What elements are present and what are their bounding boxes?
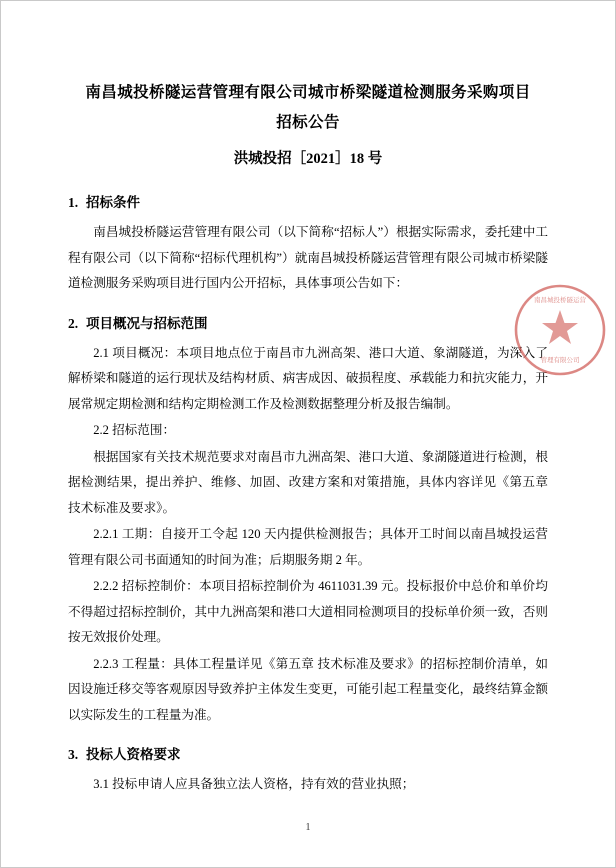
section-2-paragraph-2: 2.2 招标范围： [93, 423, 176, 437]
section-heading-1 [68, 190, 548, 216]
section-title-2: 项目概况与招标范围 [86, 315, 208, 331]
section-2-paragraph-3: 根据国家有关技术规范要求对南昌市九洲高架、港口大道、象湖隧道进行检测，根据检测结果，提出养护、维修、加固、改建方案和对策措施，具体内容详见《第五章 技术标准及要求》。 [68, 449, 548, 515]
svg-text:南昌城投桥隧运营: 南昌城投桥隧运营 [534, 297, 586, 304]
section-3-paragraph-1: 3.1 投标申请人应具备独立法人资格，持有效的营业执照； [93, 777, 415, 791]
section-number-2: 2. [68, 315, 79, 331]
section-2-paragraph-1: 2.1 项目概况：本项目地点位于南昌市九洲高架、港口大道、象湖隧道，为深入了解桥梁和隧道的运行现状及结构材质、病害成因、破损程度、承载能力和抗灾能力，开展常规定期检测和结构定期检测工作及检测数据整理分析及报告编制。 [68, 345, 548, 411]
section-heading-2 [68, 311, 548, 337]
document-content [68, 78, 548, 798]
svg-text:管理有限公司: 管理有限公司 [540, 357, 580, 364]
document-title-line-1: 南昌城投桥隧运营管理有限公司城市桥梁隧道检测服务采购项目 [85, 84, 531, 101]
section-2-paragraph-6: 2.2.3 工程量：具体工程量详见《第五章 技术标准及要求》的招标控制价清单，如因设施迁移交等客观原因导致养护主体发生变更，可能引起工程量变化，最终结算金额以实际发生的工程量为准。 [68, 656, 548, 722]
section-title-1: 招标条件 [86, 195, 140, 210]
section-heading-3 [68, 742, 548, 768]
section-number-1: 1. [68, 195, 79, 210]
section-title-3: 投标人资格要求 [86, 747, 181, 762]
section-1-paragraph-1: 南昌城投桥隧运营管理有限公司（以下简称“招标人”）根据实际需求，委托建中工程有限公司（以下简称“招标代理机构”）就南昌城投桥隧运营管理有限公司城市桥梁隧道检测服务采购项目进行国内公开招标，具体事项公告如下： [68, 225, 548, 290]
section-number-3: 3. [68, 747, 79, 762]
section-2-paragraph-5: 2.2.2 招标控制价：本项目招标控制价为 4611031.39 元。投标报价中总价和单价均不得超过招标控制价，其中九洲高架和港口大道相同检测项目的投标单价须一致，否则按无效报价处理。 [68, 579, 548, 644]
page-number: 1 [305, 822, 311, 833]
document-title-line-2: 招标公告 [276, 114, 340, 131]
document-number: 洪城投招［2021］18 号 [233, 151, 383, 167]
section-2-paragraph-4: 2.2.1 工期：自接开工令起 120 天内提供检测报告；具体开工时间以南昌城投运营管理有限公司书面通知的时间为准；后期服务期 2 年。 [68, 527, 548, 567]
